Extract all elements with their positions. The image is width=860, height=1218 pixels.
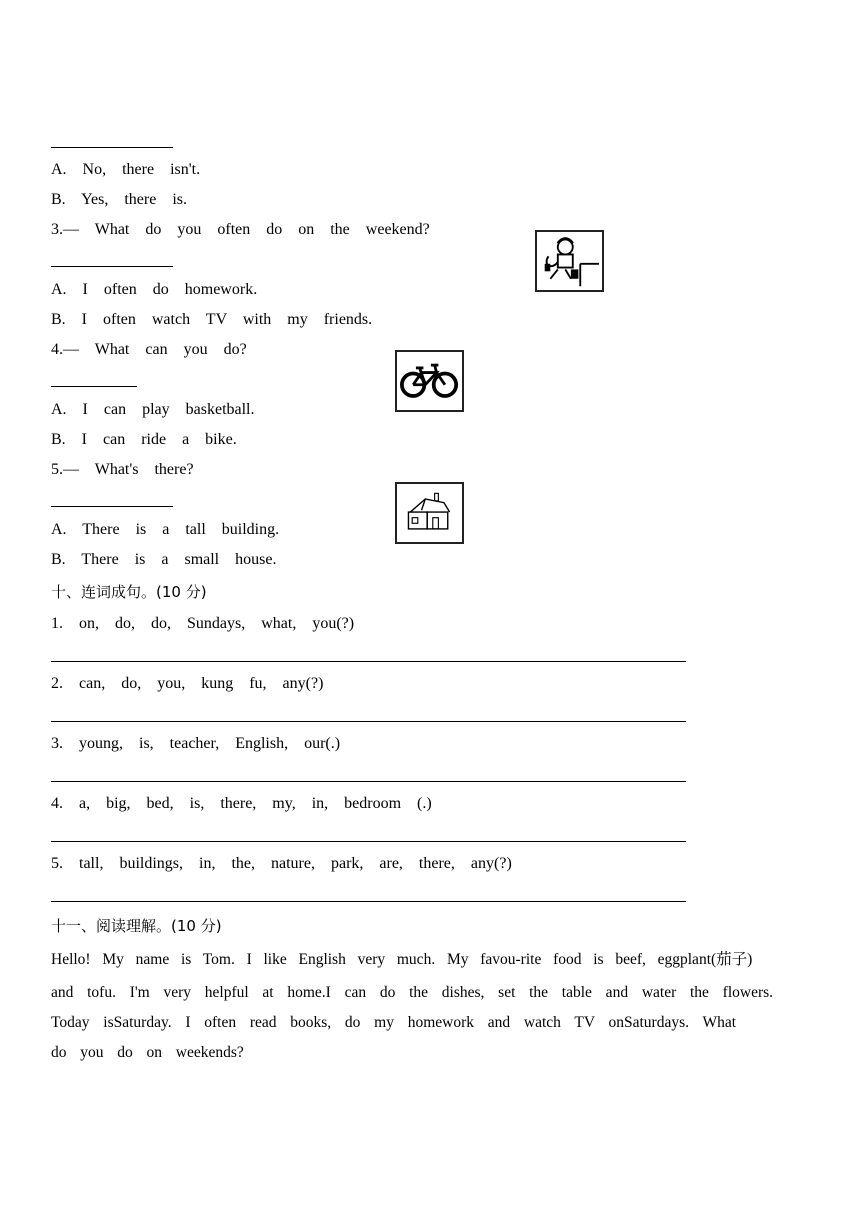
rearrange-item-3: 3. young, is, teacher, English, our(.) — [51, 735, 341, 752]
q2-option-b: B. Yes, there is. — [51, 191, 188, 208]
rearrange-answer-line-3[interactable] — [51, 781, 686, 782]
answer-blank-q4[interactable] — [51, 386, 137, 387]
q5-question: 5.— What's there? — [51, 461, 194, 478]
answer-blank-q2[interactable] — [51, 147, 173, 148]
rearrange-answer-line-5[interactable] — [51, 901, 686, 902]
reading-line-2: and tofu. I'm very helpful at home.I can do the dishes, set the table and water the flowers. — [51, 984, 774, 1001]
rearrange-answer-line-4[interactable] — [51, 841, 686, 842]
answer-blank-q3[interactable] — [51, 266, 173, 267]
reading-line-3: Today isSaturday. I often read books, do my homework and watch TV onSaturdays. What — [51, 1014, 737, 1031]
rearrange-item-4: 4. a, big, bed, is, there, my, in, bedroom (.) — [51, 795, 432, 812]
q3-option-b: B. I often watch TV with my friends. — [51, 311, 373, 328]
reading-line-1: Hello! My name is Tom. I like English very much. My favou-rite food is beef, eggplant(茄子) — [51, 951, 753, 968]
q3-question: 3.— What do you often do on the weekend? — [51, 221, 430, 238]
q5-option-a: A. There is a tall building. — [51, 521, 280, 538]
rearrange-item-2: 2. can, do, you, kung fu, any(?) — [51, 675, 324, 692]
q4-option-b: B. I can ride a bike. — [51, 431, 237, 448]
part11-heading: 十一、阅读理解。(10 分) — [51, 917, 222, 935]
small-house-icon — [395, 482, 464, 544]
rearrange-answer-line-2[interactable] — [51, 721, 686, 722]
rearrange-item-1: 1. on, do, do, Sundays, what, you(?) — [51, 615, 355, 632]
rearrange-answer-line-1[interactable] — [51, 661, 686, 662]
q3-option-a: A. I often do homework. — [51, 281, 258, 298]
q5-option-b: B. There is a small house. — [51, 551, 277, 568]
part10-heading: 十、连词成句。(10 分) — [51, 583, 207, 601]
q4-question: 4.— What can you do? — [51, 341, 247, 358]
rearrange-item-5: 5. tall, buildings, in, the, nature, park, are, there, any(?) — [51, 855, 512, 872]
answer-blank-q5[interactable] — [51, 506, 173, 507]
person-doing-homework-icon — [535, 230, 604, 292]
q4-option-a: A. I can play basketball. — [51, 401, 255, 418]
bicycle-icon — [395, 350, 464, 412]
reading-line-4: do you do on weekends? — [51, 1044, 244, 1061]
q2-option-a: A. No, there isn't. — [51, 161, 201, 178]
